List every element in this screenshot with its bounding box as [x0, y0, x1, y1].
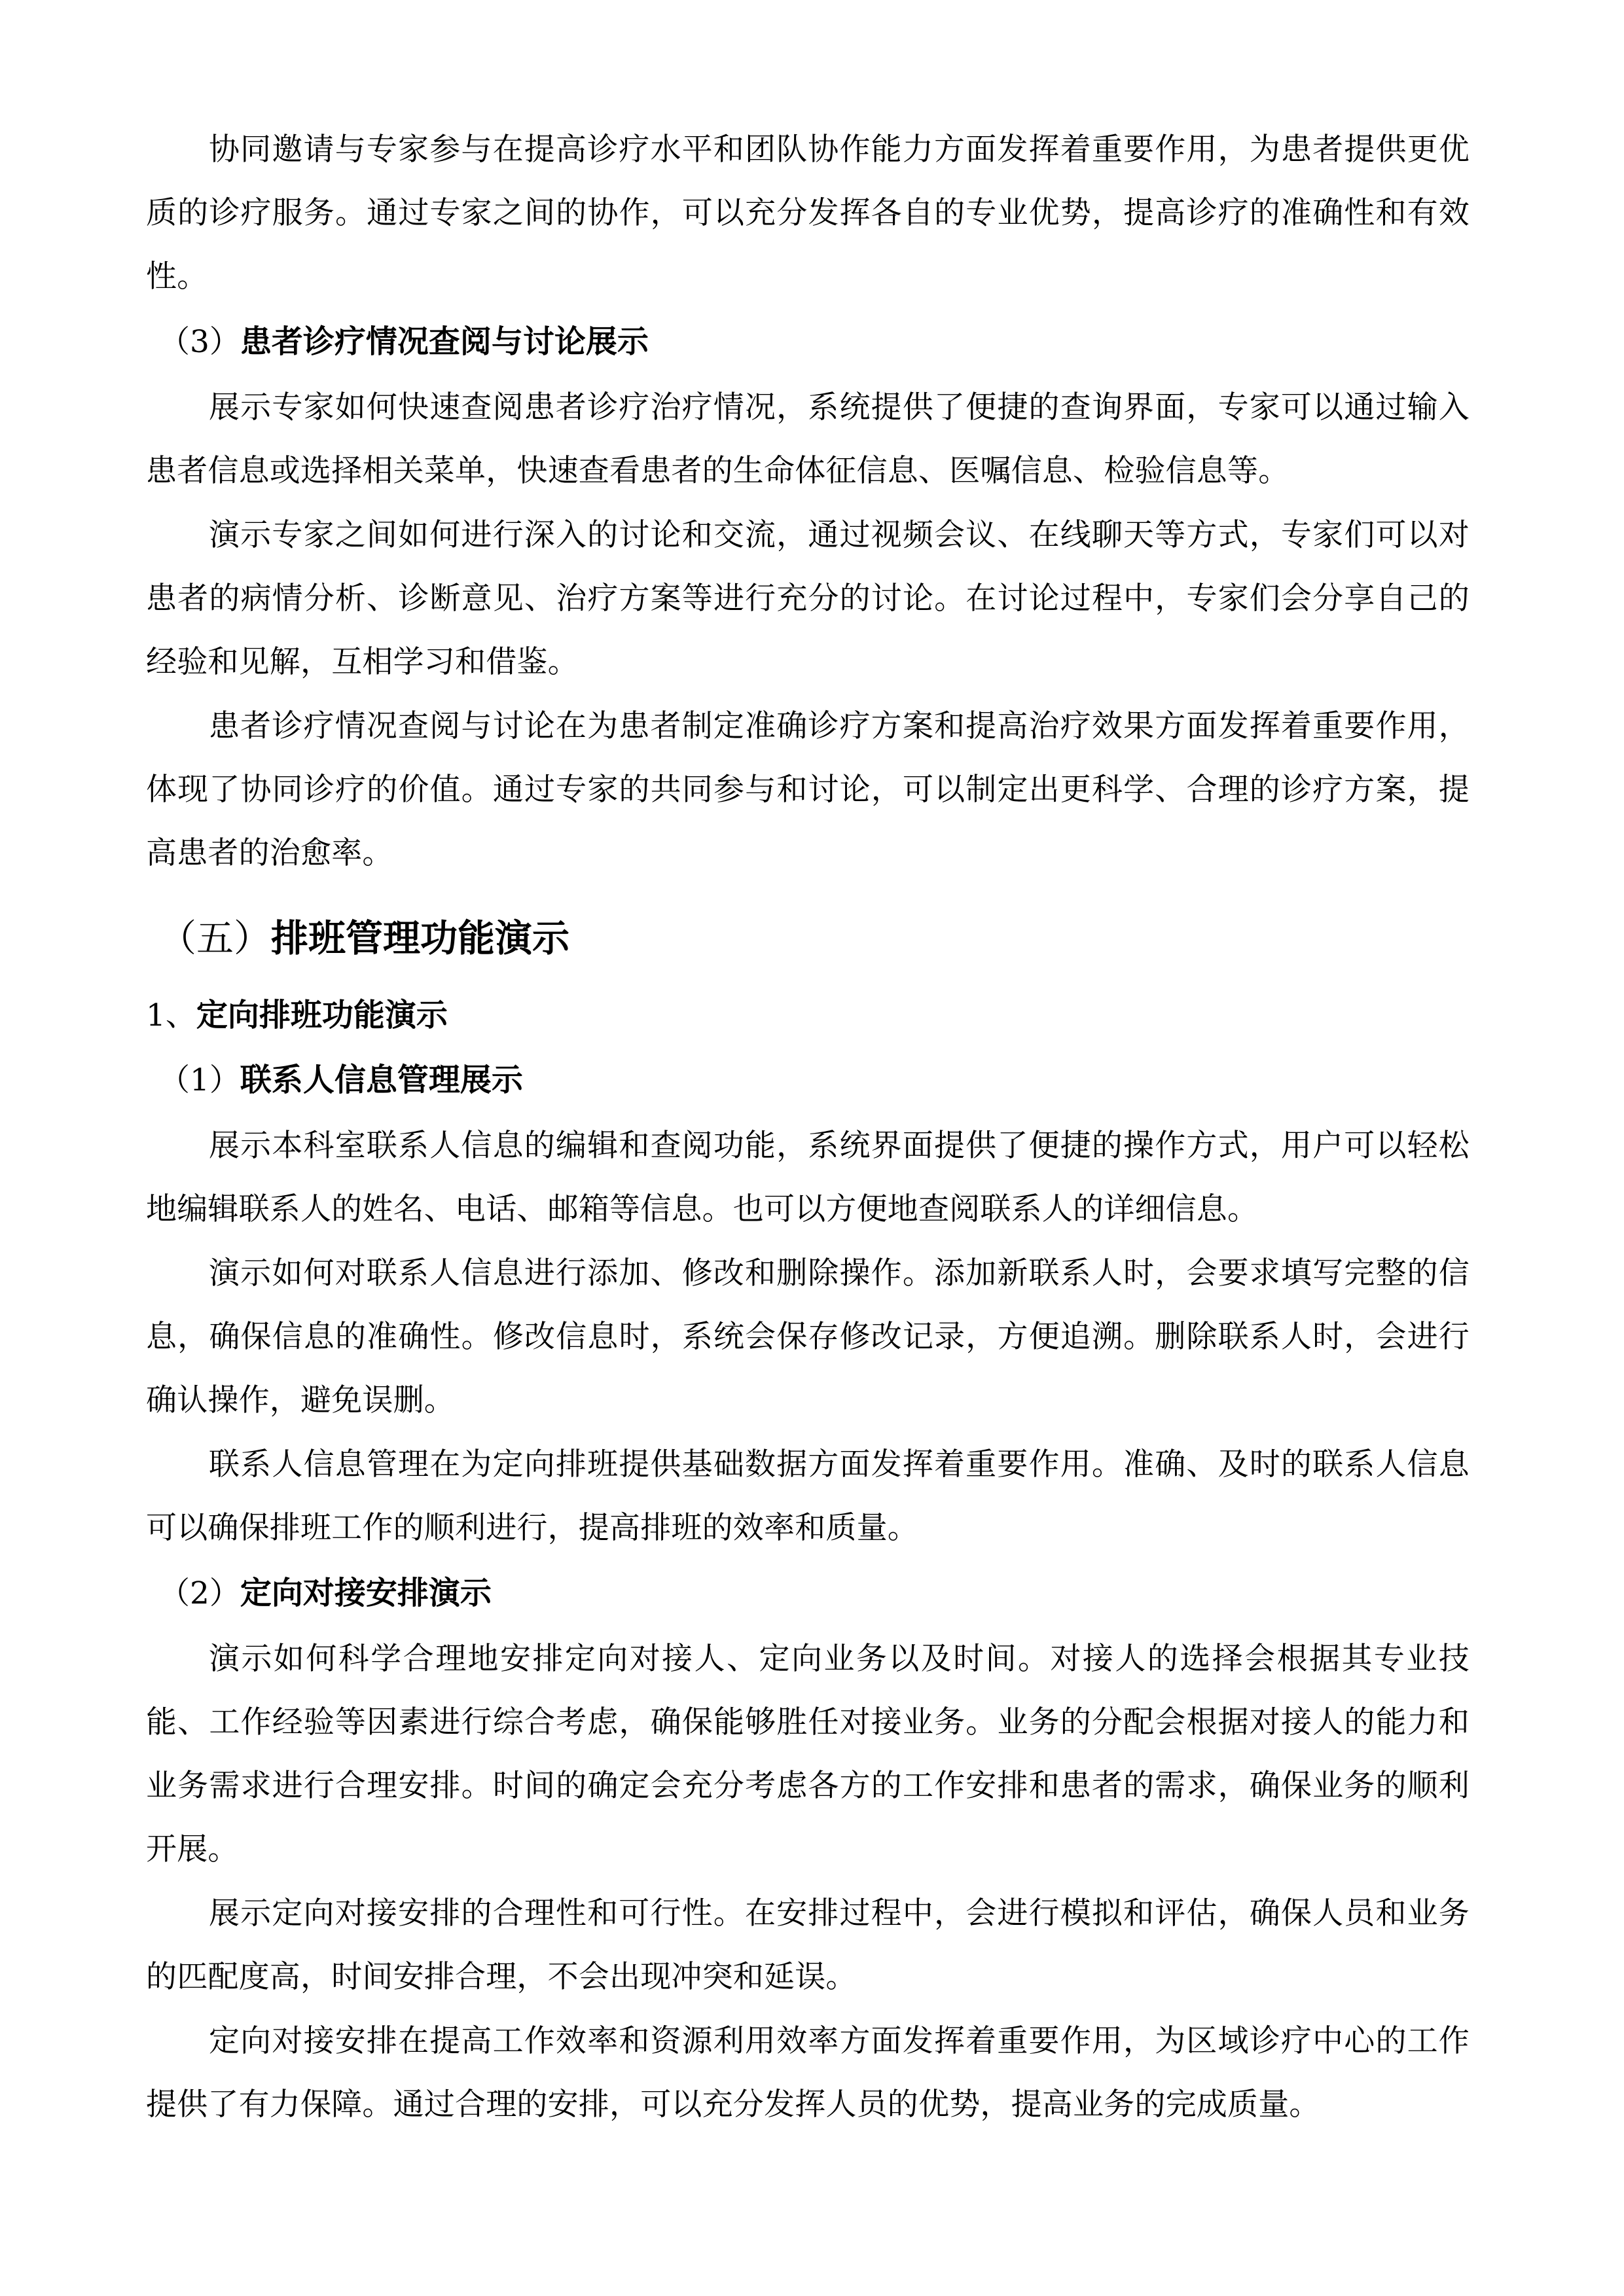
paragraph-docking-arrangement-method: 演示如何科学合理地安排定向对接人、定向业务以及时间。对接人的选择会根据其专业技能、工作经验等因素进行综合考虑，确保能够胜任对接业务。业务的分配会根据对接人的能力和业务需求进行合理安排。时间的确定会充分考虑各方的工作安排和患者的需求，确保业务的顺利开展。	[146, 1641, 1470, 1867]
paragraph-docking-efficiency: 定向对接安排在提高工作效率和资源利用效率方面发挥着重要作用，为区域诊疗中心的工作提供了有力保障。通过合理的安排，可以充分发挥人员的优势，提高业务的完成质量。	[146, 2023, 1470, 2123]
heading-contact-info-management-label: 联系人信息管理展示	[240, 1062, 523, 1098]
heading-directed-docking-arrangement-number: （2）	[159, 1575, 240, 1611]
paragraph-discussion-value: 患者诊疗情况查阅与讨论在为患者制定准确诊疗方案和提高治疗效果方面发挥着重要作用，体现了协同诊疗的价值。通过专家的共同参与和讨论，可以制定出更科学、合理的诊疗方案，提高患者的治愈率。	[146, 708, 1470, 871]
paragraph-expert-discussion: 演示专家之间如何进行深入的讨论和交流，通过视频会议、在线聊天等方式，专家们可以对患者的病情分析、诊断意见、治疗方案等进行充分的讨论。在讨论过程中，专家们会分享自己的经验和见解，互相学习和借鉴。	[146, 517, 1470, 680]
paragraph-docking-feasibility: 展示定向对接安排的合理性和可行性。在安排过程中，会进行模拟和评估，确保人员和业务的匹配度高，时间安排合理，不会出现冲突和延误。	[146, 1895, 1470, 1995]
heading-directed-docking-arrangement-label: 定向对接安排演示	[240, 1575, 492, 1611]
heading-directed-scheduling-demo-label: 定向排班功能演示	[196, 997, 448, 1033]
heading-contact-info-management	[146, 1049, 1470, 1111]
heading-patient-diagnosis-review	[146, 311, 1470, 373]
heading-directed-scheduling-demo-number: 1、	[146, 997, 196, 1033]
heading-contact-info-management-number: （1）	[159, 1062, 240, 1098]
paragraph-query-interface: 展示专家如何快速查阅患者诊疗治疗情况，系统提供了便捷的查询界面，专家可以通过输入患者信息或选择相关菜单，快速查看患者的生命体征信息、医嘱信息、检验信息等。	[146, 389, 1470, 489]
heading-directed-scheduling-demo	[146, 984, 1470, 1047]
paragraph-contact-basis-data: 联系人信息管理在为定向排班提供基础数据方面发挥着重要作用。准确、及时的联系人信息可以确保排班工作的顺利进行，提高排班的效率和质量。	[146, 1446, 1470, 1546]
heading-shift-management-demo-label: 排班管理功能演示	[271, 917, 569, 960]
heading-shift-management-demo-number: （五）	[159, 917, 271, 960]
document-body	[146, 118, 1470, 2137]
heading-patient-diagnosis-review-label: 患者诊疗情况查阅与讨论展示	[240, 323, 649, 360]
paragraph-contact-crud: 演示如何对联系人信息进行添加、修改和删除操作。添加新联系人时，会要求填写完整的信息，确保信息的准确性。修改信息时，系统会保存修改记录，方便追溯。删除联系人时，会进行确认操作，避免误删。	[146, 1255, 1470, 1418]
heading-shift-management-demo	[146, 905, 1470, 973]
heading-directed-docking-arrangement	[146, 1562, 1470, 1624]
paragraph-contact-edit-view: 展示本科室联系人信息的编辑和查阅功能，系统界面提供了便捷的操作方式，用户可以轻松地编辑联系人的姓名、电话、邮箱等信息。也可以方便地查阅联系人的详细信息。	[146, 1128, 1470, 1227]
heading-patient-diagnosis-review-number: （3）	[159, 324, 240, 360]
paragraph-collaborative-invitation: 协同邀请与专家参与在提高诊疗水平和团队协作能力方面发挥着重要作用，为患者提供更优质的诊疗服务。通过专家之间的协作，可以充分发挥各自的专业优势，提高诊疗的准确性和有效性。	[146, 132, 1470, 295]
